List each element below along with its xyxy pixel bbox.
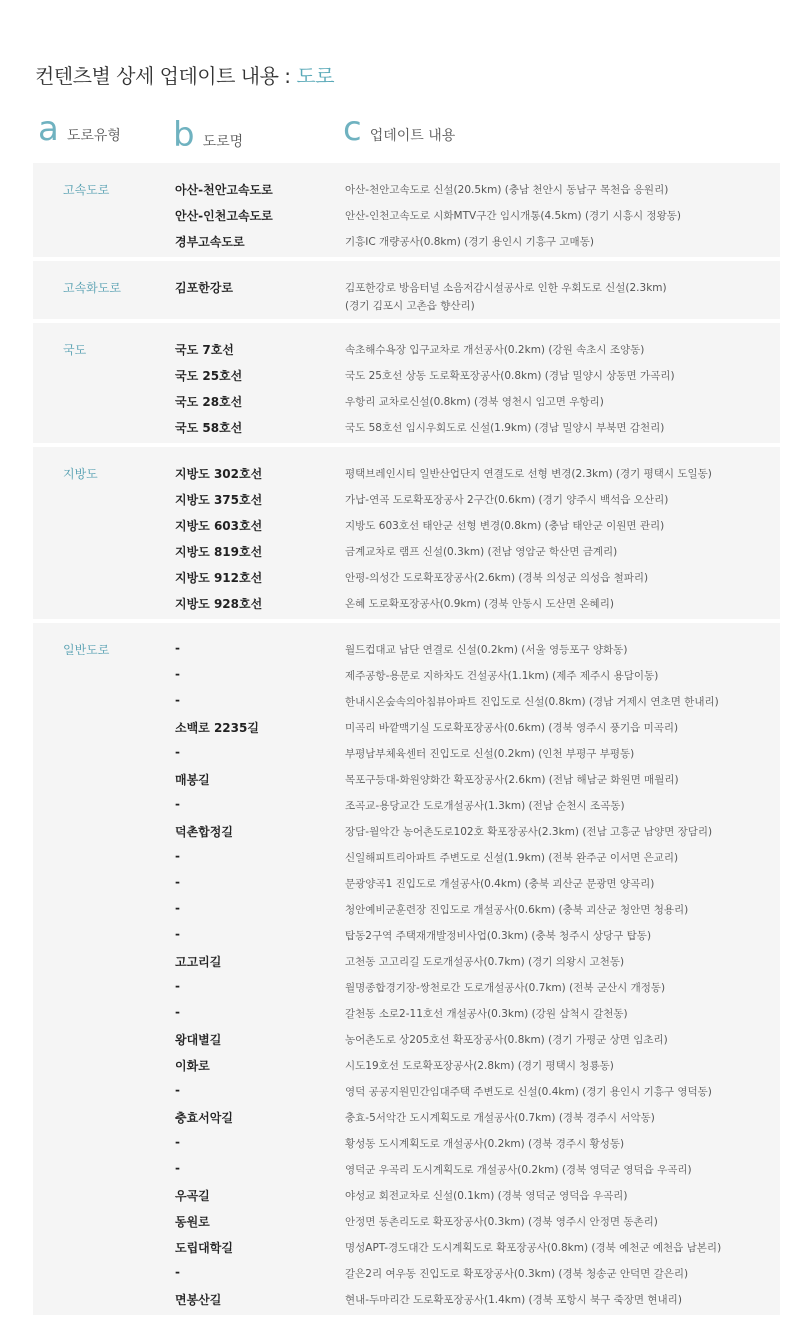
update-line: 시도19호선 도로확포장공사(2.8km) (경기 평택시 청룡동): [345, 1060, 614, 1072]
road-name: 우곡길: [175, 1189, 210, 1203]
update-content: [345, 1214, 658, 1229]
table-row: [33, 385, 780, 411]
title-accent: 도로: [296, 64, 335, 88]
update-line: 아산-천안고속도로 신설(20.5km) (충남 천안시 동남구 목천읍 응원리): [345, 184, 669, 196]
road-group: [33, 323, 780, 443]
update-line: 안평-의성간 도로확포장공사(2.6km) (경북 의성군 의성읍 철파리): [345, 572, 649, 584]
update-content: [345, 772, 679, 787]
table-row: [33, 1075, 780, 1101]
table-row: [33, 1257, 780, 1283]
update-content: [345, 1266, 688, 1281]
road-name: -: [175, 979, 180, 993]
update-content: [345, 902, 688, 917]
update-content: [345, 798, 625, 813]
table-row: [33, 867, 780, 893]
table-row: [33, 333, 780, 359]
update-line: 조곡교-용당교간 도로개설공사(1.3km) (전남 순천시 조곡동): [345, 800, 625, 812]
table-row: [33, 1023, 780, 1049]
table-row: [33, 457, 780, 483]
header-label-road-name: 도로명: [202, 134, 244, 150]
update-line: 가납-연곡 도로확포장공사 2구간(0.6km) (경기 양주시 백석읍 오산리): [345, 494, 669, 506]
table-row: [33, 1231, 780, 1257]
update-content: [345, 694, 719, 709]
road-name: -: [175, 1135, 180, 1149]
road-name: 지방도 819호선: [175, 545, 263, 559]
road-name: 국도 25호선: [175, 369, 243, 383]
update-line: 김포한강로 방음터널 소음저감시설공사로 인한 우회도로 신설(2.3km): [345, 282, 667, 294]
road-type-label: 고속도로: [63, 183, 110, 197]
road-name: -: [175, 875, 180, 889]
update-line: 미곡리 바깥맥기실 도로확포장공사(0.6km) (경북 영주시 풍기읍 미곡리): [345, 722, 679, 734]
table-row: [33, 1205, 780, 1231]
update-content: [345, 280, 667, 313]
table-row: [33, 711, 780, 737]
road-name: 아산-천안고속도로: [175, 183, 273, 197]
road-name: 지방도 603호선: [175, 519, 263, 533]
table-row: [33, 411, 780, 437]
update-line: 명성APT-경도대간 도시계획도로 확포장공사(0.8km) (경북 예천군 예천읍 남본리): [345, 1242, 722, 1254]
road-group: [33, 261, 780, 319]
table-row: [33, 483, 780, 509]
road-type-label: 국도: [63, 343, 87, 357]
header-letter-b: b: [173, 115, 195, 155]
update-content: [345, 420, 664, 435]
update-line: 갈은2리 여우동 진입도로 확포장공사(0.3km) (경북 청송군 안덕면 갈은리): [345, 1268, 689, 1280]
header-label-road-type: 도로유형: [66, 128, 121, 144]
road-name: -: [175, 849, 180, 863]
table-row: [33, 659, 780, 685]
road-name: 동원로: [175, 1215, 210, 1229]
update-line: 황성동 도시계획도로 개설공사(0.2km) (경북 경주시 황성동): [345, 1138, 625, 1150]
update-line: 문광양곡1 진입도로 개설공사(0.4km) (충북 괴산군 문광면 양곡리): [345, 878, 655, 890]
update-line: 금계교차로 램프 신설(0.3km) (전남 영암군 학산면 금계리): [345, 546, 618, 558]
road-name: 고고리길: [175, 955, 222, 969]
road-name: 지방도 912호선: [175, 571, 263, 585]
update-line: 농어촌도로 상205호선 확포장공사(0.8km) (경기 가평군 상면 임초리): [345, 1034, 668, 1046]
road-name: -: [175, 1005, 180, 1019]
update-line: 제주공항-용문로 지하차도 건설공사(1.1km) (제주 제주시 용담이동): [345, 670, 659, 682]
header-road-name: [173, 115, 244, 160]
road-name: 덕촌합정길: [175, 825, 233, 839]
update-line: 갈천동 소로2-11호선 개설공사(0.3km) (강원 삼척시 갈천동): [345, 1008, 628, 1020]
title-prefix: 컨텐츠별 상세 업데이트 내용 :: [35, 64, 297, 88]
road-name: 도립대학길: [175, 1241, 233, 1255]
header-update: [343, 109, 456, 154]
table-row: [33, 271, 780, 313]
road-name: -: [175, 693, 180, 707]
road-name: -: [175, 1083, 180, 1097]
update-line: 청안예비군훈련장 진입도로 개설공사(0.6km) (충북 괴산군 청안면 청용리): [345, 904, 689, 916]
road-name: 김포한강로: [175, 281, 233, 295]
page-title: [35, 60, 334, 89]
update-content: [345, 596, 614, 611]
road-name: 왕대별길: [175, 1033, 222, 1047]
update-line: 영덕 공공지원민간임대주택 주변도로 신설(0.4km) (경기 용인시 기흥구 영덕동): [345, 1086, 712, 1098]
table-row: [33, 815, 780, 841]
update-line: 영덕군 우곡리 도시계획도로 개설공사(0.2km) (경북 영덕군 영덕읍 우곡리): [345, 1164, 692, 1176]
table-row: [33, 173, 780, 199]
update-content: [345, 1162, 692, 1177]
table-row: [33, 1179, 780, 1205]
update-content: [345, 720, 678, 735]
update-line: 평택브레인시티 일반산업단지 연결도로 선형 변경(2.3km) (경기 평택시 도일동): [345, 468, 712, 480]
update-content: [345, 1110, 655, 1125]
update-content: [345, 342, 644, 357]
update-content: [345, 570, 648, 585]
table-row: [33, 789, 780, 815]
update-content: [345, 466, 712, 481]
road-name: 지방도 928호선: [175, 597, 263, 611]
update-content: [345, 368, 675, 383]
road-name: 국도 28호선: [175, 395, 243, 409]
update-line: 속초해수욕장 입구교차로 개선공사(0.2km) (강원 속초시 조양동): [345, 344, 645, 356]
table-row: [33, 359, 780, 385]
header-road-type: [38, 109, 121, 154]
update-line: 탑동2구역 주택재개발정비사업(0.3km) (충북 청주시 상당구 탑동): [345, 930, 652, 942]
update-line: 기흥IC 개량공사(0.8km) (경기 용인시 기흥구 고매동): [345, 236, 594, 248]
update-line: 국도 25호선 상동 도로확포장공사(0.8km) (경남 밀양시 상동면 가곡리): [345, 370, 675, 382]
table-row: [33, 1127, 780, 1153]
update-content: [345, 668, 658, 683]
table-row: [33, 199, 780, 225]
road-group: [33, 447, 780, 619]
update-content: [345, 492, 668, 507]
update-content: [345, 954, 624, 969]
table-row: [33, 587, 780, 613]
road-name: 국도 7호선: [175, 343, 234, 357]
table-row: [33, 971, 780, 997]
table-row: [33, 893, 780, 919]
update-content: [345, 208, 681, 223]
update-line: 목포구등대-화원양화간 확포장공사(2.6km) (전남 해남군 화원면 매월리): [345, 774, 679, 786]
update-content: [345, 1240, 721, 1255]
update-line: 충효-5서악간 도시계획도로 개설공사(0.7km) (경북 경주시 서악동): [345, 1112, 655, 1124]
update-line: 우항리 교차로신설(0.8km) (경북 영천시 임고면 우항리): [345, 396, 604, 408]
header-letter-c: c: [343, 109, 362, 149]
update-line: 신일해피트리아파트 주변도로 신설(1.9km) (전북 완주군 이서면 은교리): [345, 852, 679, 864]
update-content: [345, 544, 617, 559]
road-name: -: [175, 1265, 180, 1279]
update-line: 월드컵대교 남단 연결로 신설(0.2km) (서울 영등포구 양화동): [345, 644, 628, 656]
road-name: 지방도 302호선: [175, 467, 263, 481]
update-line: 현내-두마리간 도로확포장공사(1.4km) (경북 포항시 북구 죽장면 현내리): [345, 1294, 682, 1306]
road-name: 이화로: [175, 1059, 210, 1073]
update-content: [345, 394, 604, 409]
update-line: 안정면 동촌리도로 확포장공사(0.3km) (경북 영주시 안정면 동촌리): [345, 1216, 658, 1228]
update-line: 부평남부체육센터 진입도로 신설(0.2km) (인천 부평구 부평동): [345, 748, 635, 760]
header-letter-a: a: [38, 109, 59, 149]
update-line-2: (경기 김포시 고촌읍 향산리): [345, 300, 475, 312]
road-name: 경부고속도로: [175, 235, 245, 249]
table-row: [33, 919, 780, 945]
road-name: -: [175, 901, 180, 915]
table-row: [33, 1101, 780, 1127]
update-line: 안산-인천고속도로 시화MTV구간 임시개통(4.5km) (경기 시흥시 정왕동): [345, 210, 681, 222]
road-name: 매봉길: [175, 773, 210, 787]
road-group: [33, 163, 780, 257]
update-line: 한내시온숲속의아침뷰아파트 진입도로 신설(0.8km) (경남 거제시 연초면 한내리): [345, 696, 719, 708]
update-content: [345, 642, 627, 657]
update-content: [345, 824, 712, 839]
header-label-update: 업데이트 내용: [369, 128, 456, 144]
update-content: [345, 1032, 668, 1047]
road-name: -: [175, 927, 180, 941]
road-name: 소백로 2235길: [175, 721, 259, 735]
update-content: [345, 1292, 682, 1307]
road-name: 면봉산길: [175, 1293, 222, 1307]
road-name: -: [175, 797, 180, 811]
update-content: [345, 1188, 627, 1203]
update-content: [345, 1084, 712, 1099]
update-content: [345, 1058, 614, 1073]
update-content: [345, 980, 665, 995]
road-name: 지방도 375호선: [175, 493, 263, 507]
update-line: 야성교 회전교차로 신설(0.1km) (경북 영덕군 영덕읍 우곡리): [345, 1190, 628, 1202]
table-row: [33, 535, 780, 561]
update-content: [345, 182, 668, 197]
update-content: [345, 234, 594, 249]
update-table: [33, 163, 780, 1319]
table-row: [33, 1049, 780, 1075]
table-row: [33, 633, 780, 659]
road-type-label: 고속화도로: [63, 281, 121, 295]
update-line: 장담-월악간 농어촌도로102호 확포장공사(2.3km) (전남 고흥군 남양면 장담리): [345, 826, 713, 838]
road-name: 충효서악길: [175, 1111, 233, 1125]
road-name: -: [175, 641, 180, 655]
update-content: [345, 928, 651, 943]
update-content: [345, 746, 634, 761]
road-type-label: 일반도로: [63, 643, 110, 657]
road-name: 안산-인천고속도로: [175, 209, 273, 223]
update-line: 국도 58호선 임시우회도로 신설(1.9km) (경남 밀양시 부북면 감천리): [345, 422, 665, 434]
update-content: [345, 1006, 628, 1021]
table-row: [33, 509, 780, 535]
road-name: -: [175, 1161, 180, 1175]
update-content: [345, 1136, 624, 1151]
road-type-label: 지방도: [63, 467, 98, 481]
table-row: [33, 737, 780, 763]
table-row: [33, 763, 780, 789]
road-name: 국도 58호선: [175, 421, 243, 435]
road-name: -: [175, 745, 180, 759]
update-line: 고천동 고고리길 도로개설공사(0.7km) (경기 의왕시 고천동): [345, 956, 625, 968]
table-row: [33, 685, 780, 711]
update-line: 지방도 603호선 태안군 선형 변경(0.8km) (충남 태안군 이원면 관리): [345, 520, 665, 532]
table-row: [33, 841, 780, 867]
table-row: [33, 997, 780, 1023]
table-row: [33, 561, 780, 587]
table-row: [33, 225, 780, 251]
road-group: [33, 623, 780, 1315]
table-row: [33, 1153, 780, 1179]
update-content: [345, 518, 664, 533]
update-content: [345, 876, 654, 891]
update-content: [345, 850, 678, 865]
update-line: 월명종합경기장-쌍천로간 도로개설공사(0.7km) (전북 군산시 개정동): [345, 982, 666, 994]
road-name: -: [175, 667, 180, 681]
table-row: [33, 945, 780, 971]
update-line: 온혜 도로확포장공사(0.9km) (경북 안동시 도산면 온혜리): [345, 598, 614, 610]
